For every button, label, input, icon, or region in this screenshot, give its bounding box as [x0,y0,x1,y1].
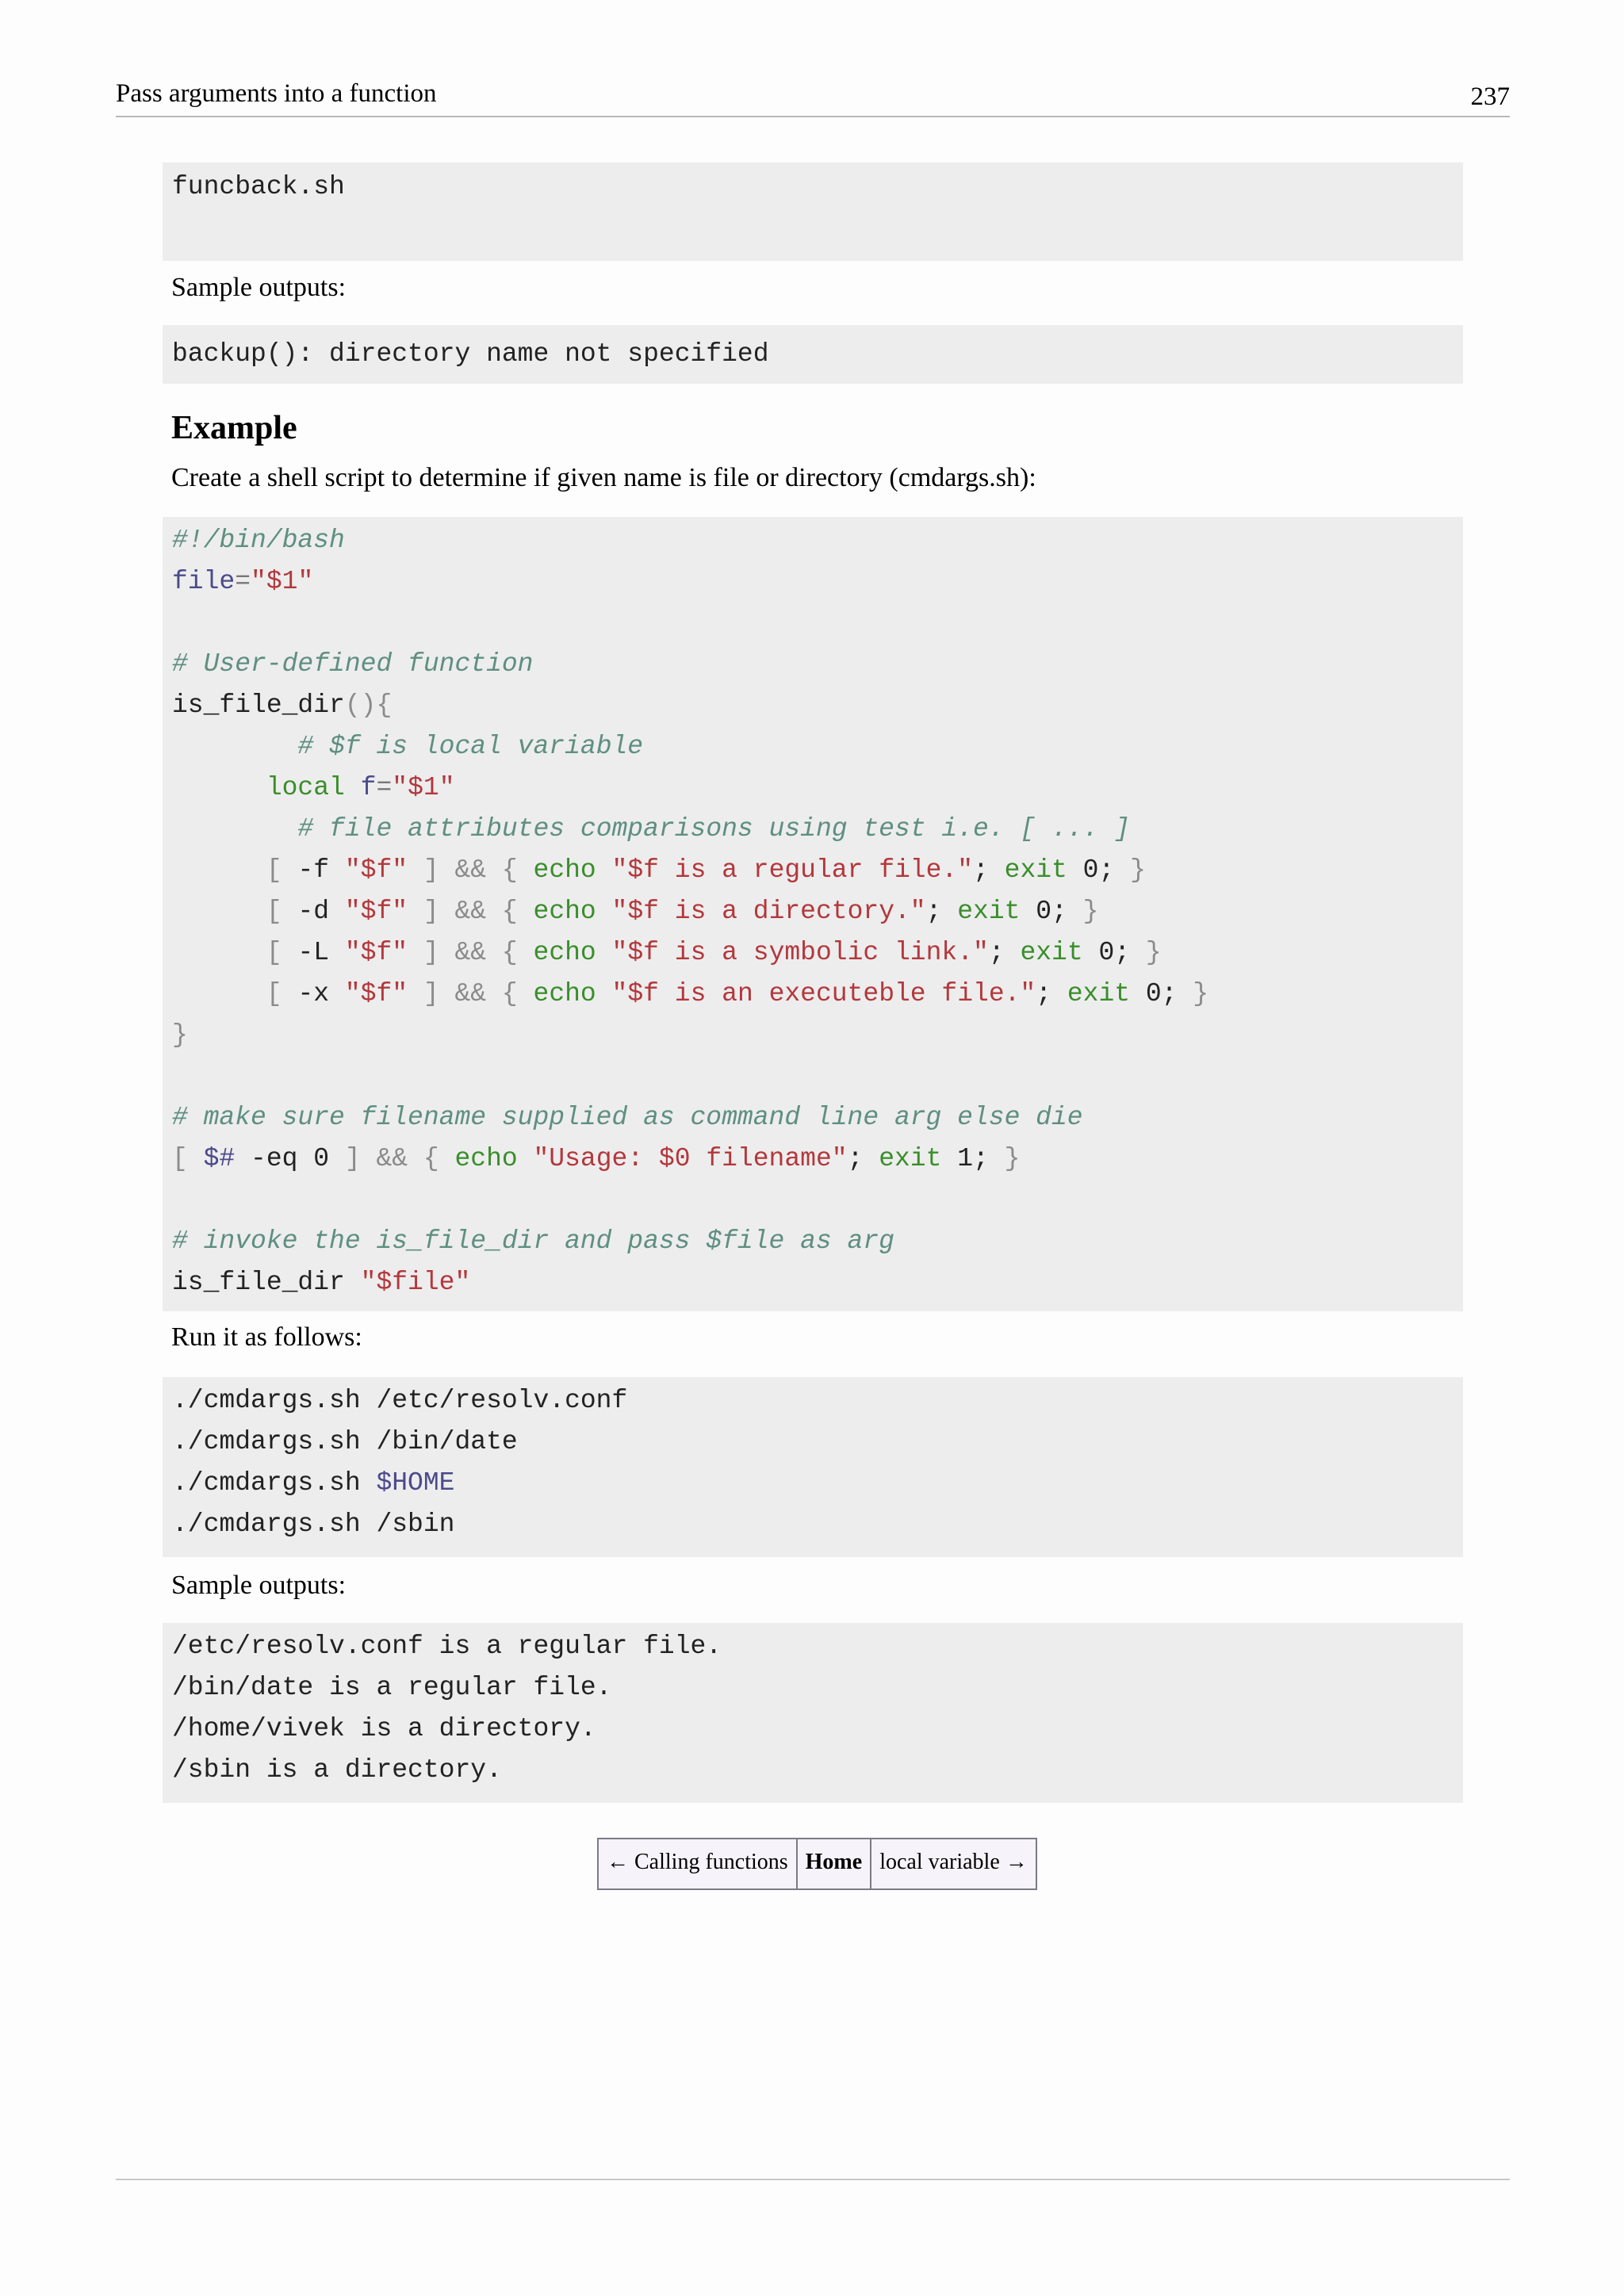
code-token: /etc/resolv.conf is a regular file. [172,1632,722,1661]
code-line [172,603,1463,644]
code-token: "$f is an executeble file." [611,979,1036,1008]
code-token: 0; [1130,979,1193,1008]
code-line [172,1380,1463,1422]
code-token: = [235,567,251,596]
code-token [518,1144,534,1173]
code-line [172,932,1463,974]
code-token [172,732,297,761]
code-token [172,855,266,885]
code-token [172,814,297,844]
code-token: 0; [1082,938,1146,967]
code-token: } [1082,897,1099,926]
sample-outputs-label-2: Sample outputs: [171,1571,347,1600]
code-block-run-commands [163,1377,1463,1557]
code-token: ; [847,1144,879,1173]
code-token: [ [266,855,282,885]
running-title: Pass arguments into a function [116,79,437,108]
code-token: exit [1067,979,1131,1008]
code-token: -x [282,979,345,1008]
nav-home-link[interactable]: Home [796,1839,871,1888]
code-token [596,979,612,1008]
code-token: [ [266,897,282,926]
code-line [172,1097,1463,1138]
code-token: "$1" [251,567,314,596]
code-block-output-1 [163,325,1463,384]
page-navigation [597,1838,1037,1890]
code-line [172,891,1463,932]
page-header [116,76,1510,117]
code-token: file [172,567,236,596]
code-token: "$f is a directory." [611,897,926,926]
code-token: -L [282,938,345,967]
code-line [172,520,1463,561]
code-line [172,1626,1463,1667]
code-token: ; [988,938,1021,967]
code-token: /home/vivek is a directory. [172,1714,596,1743]
code-token: $# [203,1144,236,1173]
code-block-cmdargs-script [163,517,1463,1311]
code-token: "$f is a symbolic link." [611,938,989,967]
code-token: "$f is a regular file." [611,855,974,885]
code-token: [ [266,979,282,1008]
code-line [172,1422,1463,1463]
code-line [172,1221,1463,1262]
code-token: ] && { [408,897,534,926]
code-token [172,979,266,1008]
run-label: Run it as follows: [171,1322,362,1352]
code-token: } [172,1020,188,1050]
code-block-funcback [163,163,1463,261]
code-token: -d [282,897,345,926]
code-token: 0; [1020,897,1083,926]
sample-outputs-label: Sample outputs: [171,273,347,302]
code-token: ] && { [408,979,534,1008]
code-token: (){ [344,691,393,720]
code-line [172,850,1463,891]
code-token: "Usage: $0 filename" [533,1144,848,1173]
code-token: "$f" [344,938,408,967]
code-token: backup(): directory name not specified [172,339,769,369]
code-line [172,166,1463,208]
code-token: is_file_dir [172,1268,361,1297]
code-line [172,726,1463,767]
code-token: /bin/date is a regular file. [172,1673,612,1702]
code-token: } [1004,1144,1021,1173]
code-line [172,1015,1463,1056]
code-token: [ [266,938,282,967]
code-token: "$f" [344,897,408,926]
code-line [172,1667,1463,1709]
code-token: exit [1004,855,1067,885]
code-token: -f [282,855,345,885]
code-token: ] && { [408,938,534,967]
code-line [172,974,1463,1015]
code-token: } [1193,979,1209,1008]
code-token: ; [1036,979,1067,1008]
code-token: $HOME [376,1468,455,1498]
code-token: } [1130,855,1146,885]
code-line [172,644,1463,685]
code-token: echo [533,938,596,967]
code-token: # make sure filename supplied as command line arg else die [172,1103,1083,1132]
code-token: # file attributes comparisons using test i.e. [ ... ] [297,814,1131,844]
code-line [172,1750,1463,1791]
code-line [172,1709,1463,1750]
code-token: ; [973,855,1005,885]
code-token: "$file" [360,1268,471,1297]
code-token: 0; [1067,855,1131,885]
code-token: ./cmdargs.sh /etc/resolv.conf [172,1386,628,1415]
code-token: funcback.sh [172,172,345,201]
code-line [172,1504,1463,1545]
code-token: exit [879,1144,942,1173]
code-token: = [376,773,393,802]
code-token: # $f is local variable [297,732,644,761]
code-token: exit [957,897,1021,926]
code-block-output-2 [163,1623,1463,1803]
code-token: echo [533,979,596,1008]
code-token: echo [533,897,596,926]
code-line [172,767,1463,809]
nav-next-link[interactable]: local variable → [870,1839,1036,1888]
nav-prev-link[interactable]: ← Calling functions [607,1850,788,1874]
code-token: local [266,773,345,802]
code-token: ./cmdargs.sh /bin/date [172,1427,518,1456]
code-token: ./cmdargs.sh [172,1468,377,1498]
code-token [172,897,266,926]
code-line [172,1138,1463,1180]
page-number: 237 [1470,82,1510,111]
code-token: echo [533,855,596,885]
code-token: "$1" [392,773,455,802]
code-token: # User-defined function [172,649,534,679]
example-intro: Create a shell script to determine if given name is file or directory (cmdargs.sh): [171,463,1036,492]
code-token: ./cmdargs.sh /sbin [172,1510,455,1539]
code-line [172,1180,1463,1221]
code-line [172,1463,1463,1504]
code-token: [ [172,1144,204,1173]
code-line [172,334,1463,375]
code-token: exit [1020,938,1083,967]
code-line [172,561,1463,603]
code-token [596,855,612,885]
code-line [172,1262,1463,1303]
code-token: "$f" [344,855,408,885]
code-token [172,773,266,802]
code-token: f [360,773,377,802]
code-token: ] && { [344,1144,455,1173]
code-token: ; [925,897,958,926]
code-line [172,809,1463,850]
code-token: 1; [941,1144,1005,1173]
code-token: -eq 0 [235,1144,345,1173]
code-token [345,773,361,802]
code-line [172,1056,1463,1097]
section-heading-example: Example [171,410,297,446]
code-token [172,938,266,967]
code-token: } [1145,938,1162,967]
code-token: #!/bin/bash [172,526,345,555]
code-token: /sbin is a directory. [172,1755,502,1785]
code-token [596,938,612,967]
code-token: ] && { [408,855,534,885]
code-line [172,685,1463,726]
code-token: "$f" [344,979,408,1008]
code-token [596,897,612,926]
footer-rule [116,2179,1510,2180]
code-token: echo [454,1144,518,1173]
code-token: # invoke the is_file_dir and pass $file as arg [172,1226,894,1256]
code-token: is_file_dir [172,691,345,720]
